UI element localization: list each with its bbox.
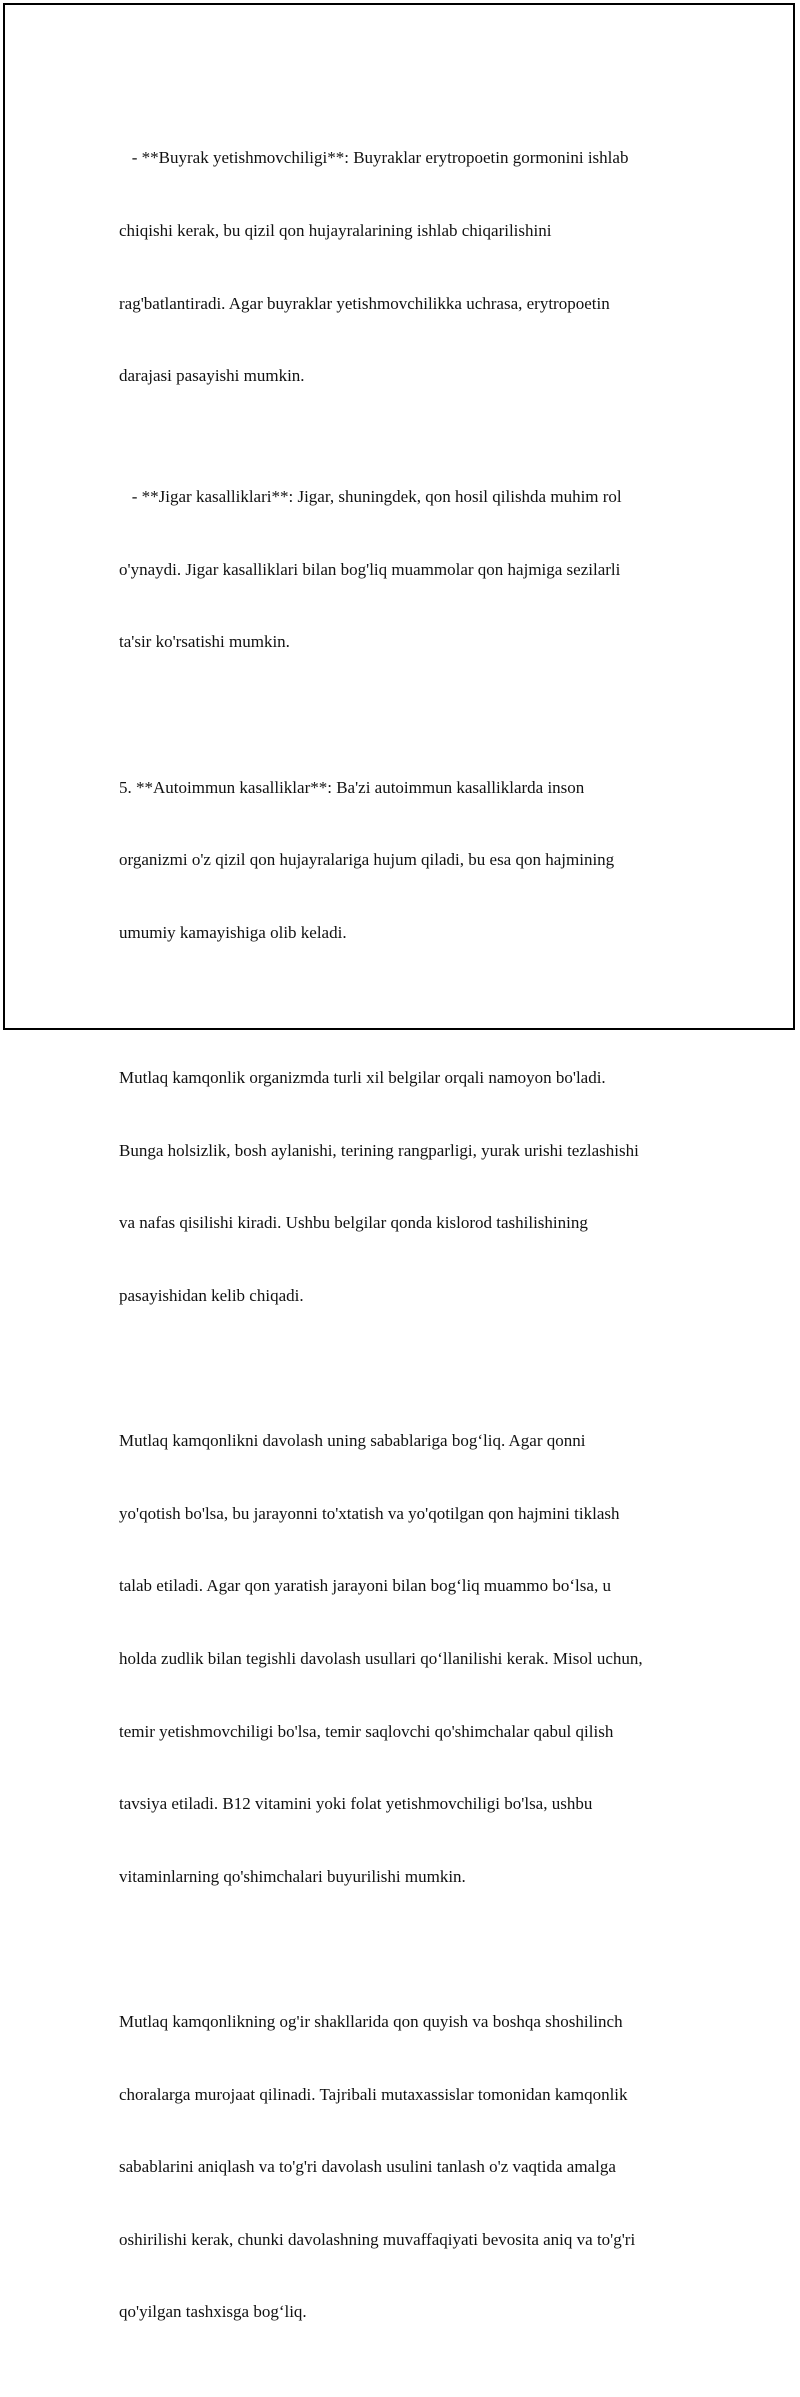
document-page: [3, 3, 795, 2322]
text-line: pasayishidan kelib chiqadi.: [119, 1285, 304, 1305]
text-line: o'ynaydi. Jigar kasalliklari bilan bog'liq muammolar qon hajmiga sezilarli: [119, 559, 621, 579]
paragraph-autoimmune: [119, 727, 699, 993]
document-body: [119, 98, 699, 2397]
text-line: yo'qotish bo'lsa, bu jarayonni to'xtatish va yo'qotilgan qon hajmini tiklash: [119, 1503, 620, 1523]
text-line: oshirilishi kerak, chunki davolashning muvaffaqiyati bevosita aniq va to'g'ri: [119, 2229, 636, 2249]
text-line: sabablarini aniqlash va to'g'ri davolash usulini tanlash o'z vaqtida amalga: [119, 2157, 616, 2177]
text-line: temir yetishmovchiligi bo'lsa, temir saqlovchi qo'shimchalar qabul qilish: [119, 1721, 614, 1741]
text-line: qo'yilgan tashxisga bog‘liq.: [119, 2302, 307, 2322]
text-line: rag'batlantiradi. Agar buyraklar yetishmovchilikka uchrasa, erytropoetin: [119, 293, 610, 313]
text-line: Mutlaq kamqonlik organizmda turli xil belgilar orqali namoyon bo'ladi.: [119, 1068, 606, 1088]
paragraph-severe-forms: [119, 1962, 699, 2373]
text-line: choralarga murojaat qilinadi. Tajribali mutaxassislar tomonidan kamqonlik: [119, 2084, 628, 2104]
text-line: 5. **Autoimmun kasalliklar**: Ba'zi autoimmun kasalliklarda inson: [119, 777, 585, 797]
text-line: - **Jigar kasalliklari**: Jigar, shuningdek, qon hosil qilishda muhim rol: [119, 487, 622, 507]
text-line: tavsiya etiladi. B12 vitamini yoki folat yetishmovchiligi bo'lsa, ushbu: [119, 1794, 593, 1814]
paragraph-symptoms: [119, 1018, 699, 1357]
paragraph-treatment: [119, 1381, 699, 1938]
text-line: holda zudlik bilan tegishli davolash usullari qo‘llanilishi kerak. Misol uchun,: [119, 1648, 643, 1668]
text-line: umumiy kamayishiga olib keladi.: [119, 922, 347, 942]
text-line: Mutlaq kamqonlikni davolash uning sabablariga bog‘liq. Agar qonni: [119, 1431, 586, 1451]
text-line: chiqishi kerak, bu qizil qon hujayralarining ishlab chiqarilishini: [119, 221, 552, 241]
text-line: darajasi pasayishi mumkin.: [119, 366, 305, 386]
text-line: - **Buyrak yetishmovchiligi**: Buyraklar erytropoetin gormonini ishlab: [119, 148, 629, 168]
text-line: Bunga holsizlik, bosh aylanishi, terining rangparligi, yurak urishi tezlashishi: [119, 1140, 639, 1160]
text-line: va nafas qisilishi kiradi. Ushbu belgilar qonda kislorod tashilishining: [119, 1213, 588, 1233]
paragraph-kidney-failure: [119, 98, 699, 437]
paragraph-liver-disease: [119, 437, 699, 703]
text-line: organizmi o'z qizil qon hujayralariga hujum qiladi, bu esa qon hajmining: [119, 850, 615, 870]
text-line: ta'sir ko'rsatishi mumkin.: [119, 632, 290, 652]
text-line: vitaminlarning qo'shimchalari buyurilishi mumkin.: [119, 1866, 466, 1886]
text-line: talab etiladi. Agar qon yaratish jarayoni bilan bog‘liq muammo bo‘lsa, u: [119, 1576, 611, 1596]
text-line: Mutlaq kamqonlikning og'ir shakllarida qon quyish va boshqa shoshilinch: [119, 2011, 623, 2031]
